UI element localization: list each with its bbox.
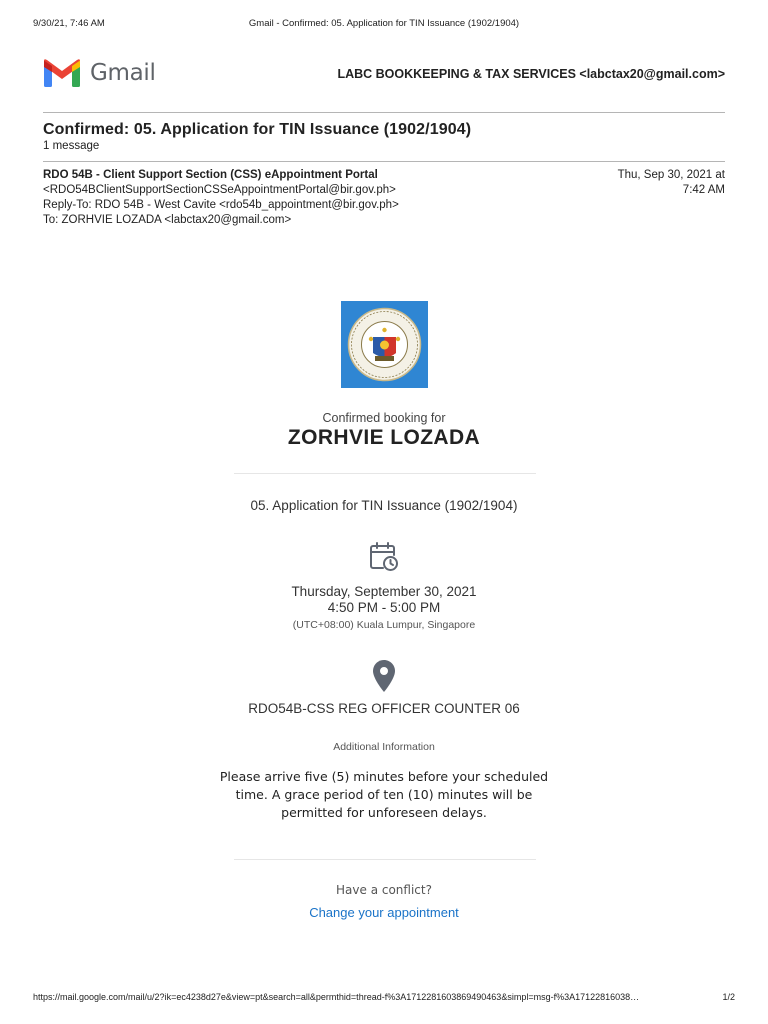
reply-to: Reply-To: RDO 54B - West Cavite <rdo54b_appointment@bir.gov.ph> bbox=[43, 199, 399, 211]
sent-date bbox=[585, 168, 725, 198]
print-title: Gmail - Confirmed: 05. Application for TIN Issuance (1902/1904) bbox=[248, 18, 520, 29]
bir-seal bbox=[341, 301, 428, 388]
additional-info-note: Please arrive five (5) minutes before your scheduled time. A grace period of ten (10) minutes will be permitted for unforeseen delays. bbox=[219, 769, 549, 820]
sent-date-line2: 7:42 AM bbox=[682, 184, 725, 196]
message-count: 1 message bbox=[43, 140, 100, 152]
sender-email: <RDO54BClientSupportSectionCSSeAppointmentPortal@bir.gov.ph> bbox=[43, 184, 396, 196]
calendar-clock-icon bbox=[368, 541, 400, 578]
additional-info-label: Additional Information bbox=[333, 741, 435, 753]
confirmed-booking-label: Confirmed booking for bbox=[322, 411, 446, 425]
recipient: To: ZORHVIE LOZADA <labctax20@gmail.com> bbox=[43, 214, 292, 226]
footer-divider bbox=[234, 859, 536, 860]
thread-subject: Confirmed: 05. Application for TIN Issuance (1902/1904) bbox=[43, 121, 472, 138]
gmail-logo-icon bbox=[43, 58, 81, 88]
client-name: ZORHVIE LOZADA bbox=[287, 426, 481, 449]
appointment-date: Thursday, September 30, 2021 bbox=[291, 584, 477, 599]
gmail-logo bbox=[43, 58, 156, 88]
appointment-location: RDO54B-CSS REG OFFICER COUNTER 06 bbox=[248, 701, 520, 716]
print-header bbox=[33, 18, 735, 32]
sender-block bbox=[43, 168, 399, 228]
subject-divider bbox=[43, 161, 725, 162]
location-pin-icon bbox=[372, 659, 396, 698]
print-footer bbox=[33, 992, 735, 1004]
page-number: 1/2 bbox=[722, 992, 735, 1002]
header-divider bbox=[43, 112, 725, 113]
print-url: https://mail.google.com/mail/u/2?ik=ec4238d27e&view=pt&search=all&permthid=thread-f%3A1712281603869490463&simpl=msg-f%3A17122816038… bbox=[33, 992, 640, 1002]
print-datetime: 9/30/21, 7:46 AM bbox=[33, 18, 105, 29]
appointment-time: 4:50 PM - 5:00 PM bbox=[327, 600, 441, 615]
section-divider bbox=[234, 473, 536, 474]
sender-name: RDO 54B - Client Support Section (CSS) eAppointment Portal bbox=[43, 169, 378, 181]
sent-date-line1: Thu, Sep 30, 2021 at bbox=[617, 169, 725, 181]
account-label: LABC BOOKKEEPING & TAX SERVICES <labctax20@gmail.com> bbox=[337, 67, 725, 81]
change-appointment-link[interactable]: Change your appointment bbox=[309, 905, 459, 920]
appointment-timezone: (UTC+08:00) Kuala Lumpur, Singapore bbox=[292, 619, 476, 631]
bir-seal-icon bbox=[341, 301, 428, 388]
gmail-wordmark: Gmail bbox=[90, 60, 156, 86]
service-name: 05. Application for TIN Issuance (1902/1904) bbox=[250, 498, 518, 513]
conflict-label: Have a conflict? bbox=[336, 883, 432, 897]
gmail-header bbox=[43, 56, 725, 96]
